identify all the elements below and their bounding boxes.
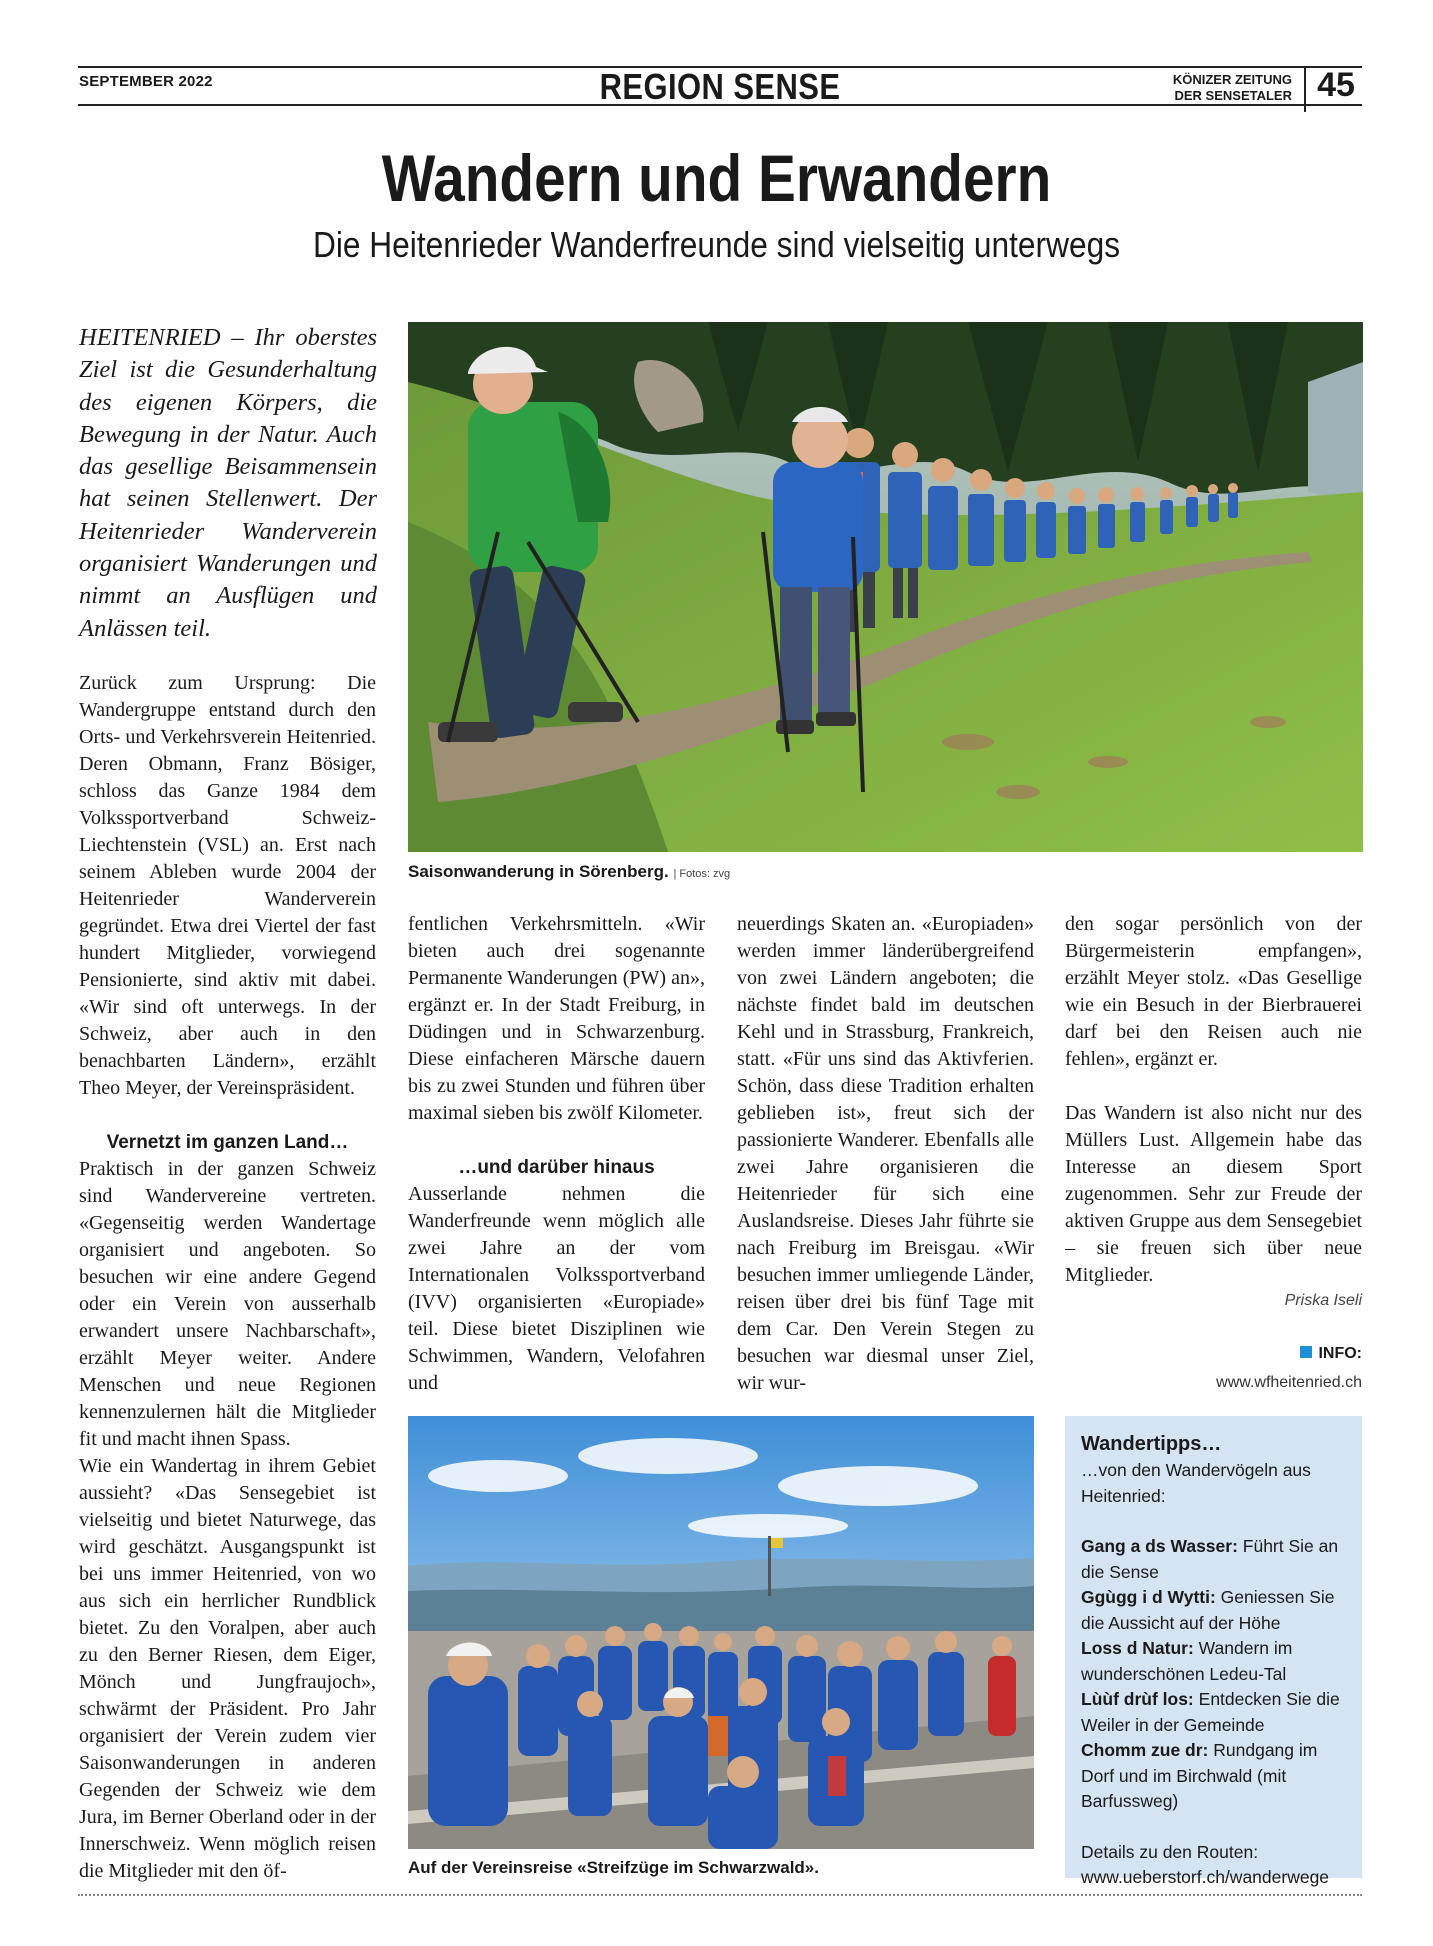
tipbox-details-url[interactable]: www.ueberstorf.ch/wanderwege bbox=[1081, 1867, 1330, 1887]
tip-item bbox=[1081, 1687, 1346, 1738]
tip-text: Entdecken Sie die Weiler in der Gemeinde bbox=[1081, 1689, 1340, 1735]
tip-name: Lùùf drùf los: bbox=[1081, 1689, 1194, 1709]
tip-item bbox=[1081, 1534, 1346, 1585]
article-paragraph: Wie ein Wandertag in ihrem Gebiet aussieht? «Das Sensegebiet ist vielseitig und bietet Naturwege, das wird geschätzt. Ausgangspunkt ist bei uns immer Heitenried, von wo aus sich ein herrlicher Rundblick bietet. Zu den Voralpen, aber auch zu den Berner Riesen, dem Eiger, Mönch und Jungfraujoch», schwärmt der Präsident. Pro Jahr organisiert der Verein zudem vier Saisonwanderungen in anderen Gegenden der Schweiz wie dem Jura, im Berner Oberland oder in der Innerschweiz. Wenn möglich reisen die Mitglieder mit den öf- bbox=[79, 1455, 376, 1882]
tipbox-spacer bbox=[1081, 1509, 1346, 1534]
article-paragraph: Praktisch in der ganzen Schweiz sind Wandervereine vertreten. «Gegenseitig werden Wandertage organisiert und angeboten. So besuchen wir eine andere Gegend oder ein Verein von ausserhalb erwandert unsere Nachbarschaft», erzählt Meyer weiter. Andere Menschen und neue Regionen kennenzulernen hält die Mitglieder fit und macht ihnen Spass. bbox=[79, 1158, 376, 1450]
hiking-photo-soerenberg bbox=[408, 322, 1363, 852]
article-subtitle: Die Heitenrieder Wanderfreunde sind vielseitig unterwegs bbox=[312, 224, 1121, 265]
issue-date: SEPTEMBER 2022 bbox=[79, 73, 213, 90]
info-label-text: INFO: bbox=[1318, 1345, 1362, 1362]
hiking-tips-box bbox=[1065, 1416, 1362, 1887]
article-column-3 bbox=[737, 911, 1034, 1397]
info-url[interactable]: www.wfheitenried.ch bbox=[1216, 1374, 1362, 1391]
photo-caption-1-text: Saisonwanderung in Sörenberg. bbox=[408, 862, 669, 881]
tipbox-spacer bbox=[1081, 1815, 1346, 1840]
newspaper-name bbox=[1140, 72, 1292, 104]
article-paragraph: Zurück zum Ursprung: Die Wandergruppe entstand durch den Orts- und Verkehrsverein Heitenried. Deren Obmann, Franz Bösiger, schloss das Ganze 1984 dem Volkssportverband Schweiz-Liechtenstein (VSL) an. Erst nach seinem Ableben wurde 2004 der Heitenrieder Wanderverein gegründet. Etwa drei Viertel der fast hundert Mitglieder, vorwiegend Pensionierte, sind aktiv mit dabei. «Wir sind oft unterwegs. In der Schweiz, aber auch in den benachbarten Ländern», erzählt Theo Meyer, der Vereinspräsident. bbox=[79, 672, 376, 1099]
tip-name: Gang a ds Wasser: bbox=[1081, 1536, 1238, 1556]
tip-item bbox=[1081, 1636, 1346, 1687]
tip-text: Geniessen Sie die Aussicht auf der Höhe bbox=[1081, 1587, 1335, 1633]
article-column-2 bbox=[408, 911, 705, 1397]
tipbox-intro: …von den Wandervögeln aus Heitenried: bbox=[1081, 1460, 1311, 1506]
article-paragraph: den sogar persönlich von der Bürgermeisterin empfangen», erzählt Meyer stolz. «Das Gesellige wie ein Besuch in der Bierbrauerei darf bei den Reisen auch nie fehlen», ergänzt er. bbox=[1065, 913, 1362, 1070]
photo-credit: | Fotos: zvg bbox=[673, 868, 731, 880]
article-paragraph: Das Wandern ist also nicht nur des Müllers Lust. Allgemein habe das Interesse an diesem Sport zugenommen. Sehr zur Freude der aktiven Gruppe aus dem Sensegebiet – sie freuen sich über neue Mitglieder. bbox=[1065, 1102, 1362, 1286]
article-lead: HEITENRIED – Ihr oberstes Ziel ist die Gesunderhaltung des eigenen Körpers, die Bewegung in der Natur. Auch das gesellige Beisammensein hat seinen Stellenwert. Der Heitenrieder Wanderverein organisiert Wanderungen und nimmt an Ausflügen und Anlässen teil. bbox=[79, 324, 377, 642]
tip-name: Ggùgg i d Wytti: bbox=[1081, 1587, 1216, 1607]
article-paragraph: neuerdings Skaten an. «Europiaden» werden immer länderübergreifend von zwei Ländern angeboten; die nächste findet bald im deutschen Kehl und in Strassburg, Frankreich, statt. «Für uns sind das Aktivferien. Schön, dass diese Tradition erhalten geblieben ist», freut sich der passionierte Wanderer. Ebenfalls alle zwei Jahre organisieren die Heitenrieder für sich eine Auslandsreise. Dieses Jahr führte sie nach Freiburg im Breisgau. «Wir besuchen immer umliegende Länder, reisen über drei bis fünf Tage mit dem Car. Den Verein Stegen zu besuchen war diesmal unser Ziel, wir wur- bbox=[737, 913, 1034, 1394]
tip-text: Rundgang im Dorf und im Birchwald (mit Barfussweg) bbox=[1081, 1740, 1318, 1811]
info-square-icon bbox=[1300, 1346, 1312, 1358]
tip-name: Chomm zue dr: bbox=[1081, 1740, 1209, 1760]
photo-caption-2: Auf der Vereinsreise «Streifzüge im Schwarzwald». bbox=[408, 1858, 819, 1877]
footer-dotted-rule bbox=[78, 1894, 1362, 1896]
article-column-1 bbox=[79, 670, 376, 1885]
tip-name: Loss d Natur: bbox=[1081, 1638, 1194, 1658]
tip-text: Führt Sie an die Sense bbox=[1081, 1536, 1339, 1582]
article-paragraph: fentlichen Verkehrsmitteln. «Wir bieten auch drei sogenannte Permanente Wanderungen (PW) an», ergänzt er. In der Stadt Freiburg, in Düdingen und in Schwarzenburg. Diese einfacheren Märsche dauern bis zu zwei Stunden und führen über maximal sieben bis zwölf Kilometer. bbox=[408, 913, 705, 1124]
tip-item bbox=[1081, 1585, 1346, 1636]
section-title: REGION SENSE bbox=[599, 66, 841, 107]
tip-text: Wandern im wunderschönen Ledeu-Tal bbox=[1081, 1638, 1293, 1684]
group-photo-schwarzwald bbox=[408, 1416, 1034, 1849]
page-number-divider bbox=[1304, 68, 1306, 112]
tipbox-title: Wandertipps… bbox=[1081, 1433, 1222, 1455]
article-subheading-2: …und darüber hinaus bbox=[458, 1157, 655, 1178]
info-label bbox=[1065, 1345, 1362, 1363]
author-byline: Priska Iseli bbox=[1284, 1292, 1362, 1309]
article-title: Wandern und Erwandern bbox=[381, 141, 1052, 215]
photo-caption-1 bbox=[408, 862, 730, 882]
tip-item bbox=[1081, 1738, 1346, 1815]
newspaper-name-line1: KÖNIZER ZEITUNG bbox=[1172, 72, 1292, 87]
page-number: 45 bbox=[1317, 66, 1355, 104]
newspaper-name-line2: DER SENSETALER bbox=[1174, 88, 1292, 103]
article-paragraph: Ausserlande nehmen die Wanderfreunde wenn möglich alle zwei Jahre an der vom Internationalen Volkssportverband (IVV) organisierten «Europiade» teil. Diese bietet Disziplinen wie Schwimmen, Wandern, Velofahren und bbox=[408, 1183, 705, 1394]
article-subheading-1: Vernetzt im ganzen Land… bbox=[106, 1132, 349, 1153]
tipbox-details-label: Details zu den Routen: bbox=[1081, 1841, 1259, 1862]
article-column-4 bbox=[1065, 911, 1362, 1289]
